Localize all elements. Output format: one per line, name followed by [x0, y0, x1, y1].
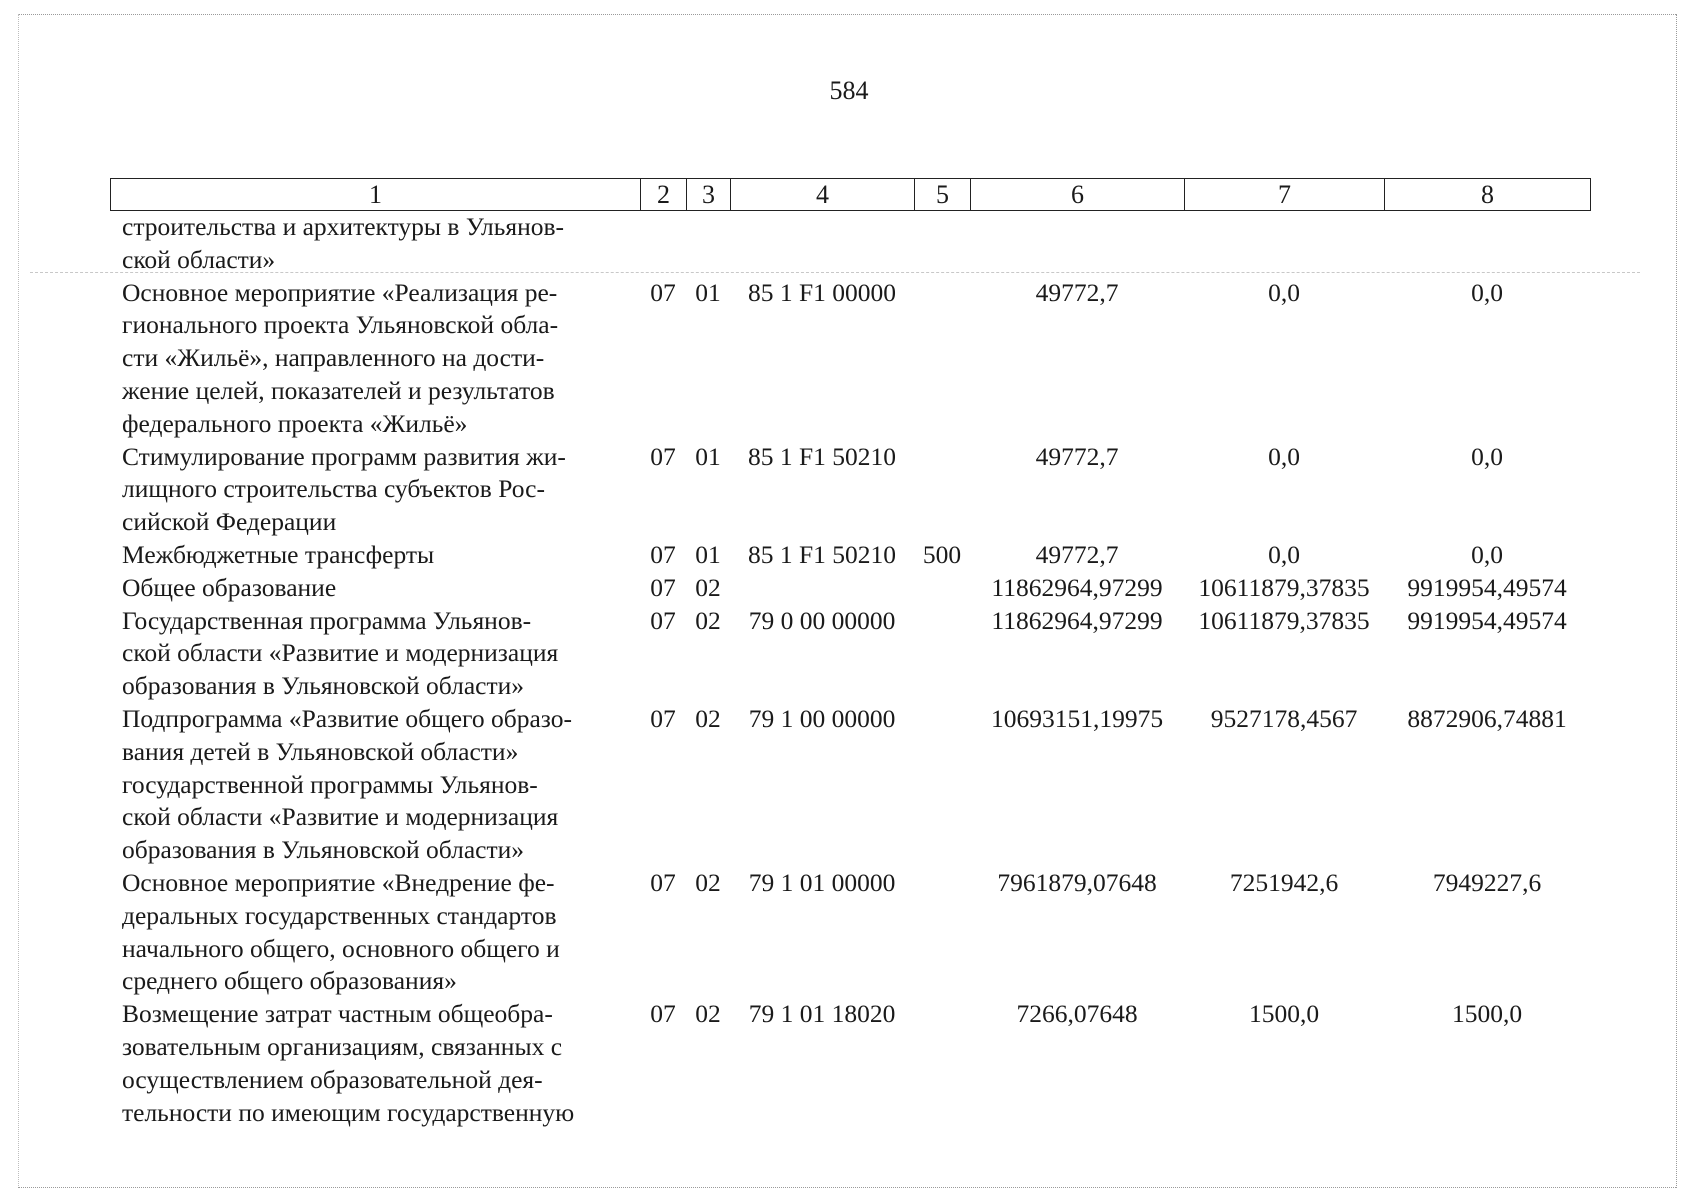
target-item-code: 79 0 00 00000 [748, 605, 896, 635]
expense-type-code [914, 703, 970, 867]
section-code [640, 211, 686, 277]
amount-year-1: 7961879,07648 [997, 867, 1157, 897]
description-line: жение целей, показателей и результатов [122, 375, 555, 405]
row-description [110, 998, 640, 1129]
description-line: государственной программы Ульянов- [122, 769, 538, 799]
subsection-code: 02 [695, 867, 721, 897]
amount-year-3: 9919954,49574 [1407, 572, 1567, 602]
target-item-code: 85 1 F1 00000 [747, 277, 897, 307]
table-row [110, 441, 1590, 539]
subsection-code: 02 [695, 999, 721, 1029]
row-description [110, 539, 640, 572]
table-row [110, 998, 1590, 1129]
amount-year-2 [1184, 211, 1384, 277]
description-line: ской области» [122, 244, 276, 274]
amount-year-2: 10611879,37835 [1198, 605, 1370, 635]
description-line: ской области «Развитие и модернизация [122, 638, 559, 668]
amount-year-1: 11862964,97299 [991, 572, 1163, 602]
row-description [110, 605, 640, 703]
section-code: 07 [650, 539, 676, 569]
budget-table-body [110, 211, 1590, 1129]
amount-year-2: 0,0 [1268, 441, 1300, 471]
amount-year-1: 7266,07648 [1016, 999, 1138, 1029]
description-line: гионального проекта Ульяновской обла- [122, 310, 559, 340]
description-line: сийской Федерации [122, 507, 337, 537]
description-line: строительства и архитектуры в Ульянов- [122, 212, 565, 241]
expense-type-code [914, 605, 970, 703]
expense-type-code [914, 572, 970, 605]
section-code: 07 [650, 441, 676, 471]
header-cell-5: 5 [915, 179, 971, 211]
description-line: Подпрограмма «Развитие общего образо- [122, 703, 572, 733]
amount-year-3: 0,0 [1471, 539, 1503, 569]
description-line: сти «Жильё», направленного на дости- [122, 343, 545, 373]
description-line: тельности по имеющим государственную [122, 1097, 575, 1127]
description-line: осуществлением образовательной дея- [122, 1064, 543, 1094]
section-code: 07 [650, 703, 676, 733]
expense-type-code: 500 [922, 539, 962, 569]
amount-year-2: 1500,0 [1248, 999, 1320, 1029]
amount-year-1 [970, 211, 1184, 277]
target-item-code [730, 572, 914, 605]
subsection-code: 02 [695, 605, 721, 635]
description-line: деральных государственных стандартов [122, 900, 557, 930]
page-border [18, 14, 1676, 15]
amount-year-3: 9919954,49574 [1407, 605, 1567, 635]
section-code: 07 [650, 277, 676, 307]
amount-year-1: 11862964,97299 [991, 605, 1163, 635]
column-number-header [110, 178, 1591, 211]
subsection-code: 01 [695, 277, 721, 307]
amount-year-2: 10611879,37835 [1198, 572, 1370, 602]
subsection-code [686, 211, 730, 277]
description-line: Государственная программа Ульянов- [122, 605, 532, 635]
table-row [110, 605, 1590, 703]
amount-year-1: 10693151,19975 [990, 703, 1164, 733]
amount-year-3: 1500,0 [1451, 999, 1523, 1029]
amount-year-2: 9527178,4567 [1210, 703, 1358, 733]
table-row [110, 572, 1590, 605]
row-description [110, 572, 640, 605]
amount-year-3: 7949227,6 [1432, 867, 1542, 897]
header-cell-6: 6 [971, 179, 1185, 211]
expense-type-code [914, 998, 970, 1129]
amount-year-3: 8872906,74881 [1407, 703, 1567, 733]
description-line: Общее образование [122, 572, 337, 602]
header-cell-1: 1 [111, 179, 641, 211]
row-description [110, 211, 640, 277]
row-description [110, 441, 640, 539]
description-line: образования в Ульяновской области» [122, 835, 525, 865]
description-line: Основное мероприятие «Внедрение фе- [122, 867, 555, 897]
target-item-code [730, 211, 914, 277]
target-item-code: 79 1 00 00000 [748, 703, 896, 733]
table-row [110, 539, 1590, 572]
description-line: Возмещение затрат частным общеобра- [122, 999, 553, 1029]
amount-year-3: 0,0 [1471, 277, 1503, 307]
row-description [110, 867, 640, 998]
header-cell-8: 8 [1385, 179, 1591, 211]
section-code: 07 [650, 999, 676, 1029]
subsection-code: 02 [695, 703, 721, 733]
amount-year-2: 0,0 [1268, 277, 1300, 307]
amount-year-1: 49772,7 [1035, 539, 1119, 569]
description-line: образования в Ульяновской области» [122, 671, 525, 701]
table-row [110, 867, 1590, 998]
table-row [110, 277, 1590, 441]
expense-type-code [914, 441, 970, 539]
header-cell-2: 2 [641, 179, 687, 211]
section-code: 07 [650, 867, 676, 897]
amount-year-3 [1384, 211, 1590, 277]
expense-type-code [914, 277, 970, 441]
header-cell-7: 7 [1185, 179, 1385, 211]
row-description [110, 703, 640, 867]
table-row [110, 211, 1590, 277]
page-border [18, 1187, 1676, 1188]
description-line: зовательным организациям, связанных с [122, 1031, 563, 1061]
description-line: вания детей в Ульяновской области» [122, 736, 519, 766]
target-item-code: 79 1 01 00000 [748, 867, 896, 897]
subsection-code: 02 [695, 572, 721, 602]
description-line: Межбюджетные трансферты [122, 539, 435, 569]
header-cell-4: 4 [731, 179, 915, 211]
page-border [1676, 14, 1677, 1188]
page-border [18, 14, 19, 1188]
page-number: 584 [829, 76, 869, 105]
amount-year-2: 7251942,6 [1229, 867, 1339, 897]
subsection-code: 01 [695, 441, 721, 471]
description-line: федерального проекта «Жильё» [122, 408, 468, 438]
subsection-code: 01 [695, 539, 721, 569]
description-line: лищного строительства субъектов Рос- [122, 474, 545, 504]
description-line: Основное мероприятие «Реализация ре- [122, 277, 558, 307]
section-code: 07 [650, 572, 676, 602]
section-code: 07 [650, 605, 676, 635]
header-cell-3: 3 [687, 179, 731, 211]
expense-type-code [914, 867, 970, 998]
target-item-code: 79 1 01 18020 [748, 999, 896, 1029]
amount-year-1: 49772,7 [1035, 441, 1119, 471]
description-line: Стимулирование программ развития жи- [122, 441, 566, 471]
description-line: среднего общего образования» [122, 966, 457, 996]
table-row [110, 703, 1590, 867]
expense-type-code [914, 211, 970, 277]
amount-year-3: 0,0 [1471, 441, 1503, 471]
description-line: ской области «Развитие и модернизация [122, 802, 559, 832]
row-description [110, 277, 640, 441]
amount-year-1: 49772,7 [1035, 277, 1119, 307]
description-line: начального общего, основного общего и [122, 933, 560, 963]
amount-year-2: 0,0 [1268, 539, 1300, 569]
target-item-code: 85 1 F1 50210 [747, 539, 897, 569]
target-item-code: 85 1 F1 50210 [747, 441, 897, 471]
